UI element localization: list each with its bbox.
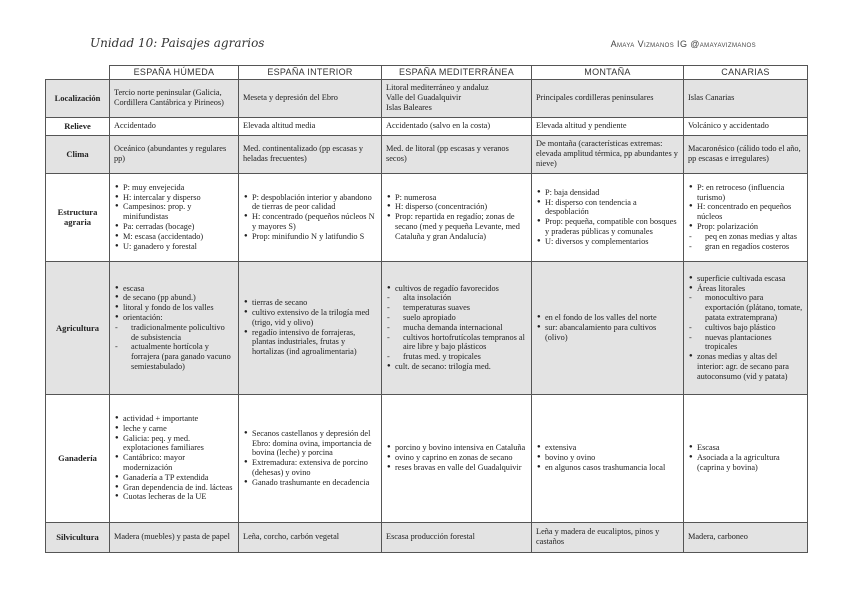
table-cell [239,394,382,522]
cell-text: Principales cordilleras peninsulares [536,93,654,103]
bullet-list [243,298,377,357]
bullet-item: ● en algunos casos trashumancia local [545,463,679,473]
bullet-item: ● cultivos de regadío favorecidos [395,284,527,294]
table-cell [684,522,808,552]
bullet-item: ● H: disperso con tendencia a despoblación [545,198,679,218]
column-header: ESPAÑA HÚMEDA [110,66,239,80]
bullet-item: ● M: escasa (accidentado) [123,232,234,242]
cell-text: Oceánico (abundantes y regulares pp) [114,144,227,164]
cell-text: Madera, carboneo [688,532,748,542]
table-cell [110,261,239,394]
bullet-item: ● Galicia: peq. y med. explotaciones familiares [123,434,234,454]
bullet-item: ● leche y carne [123,424,234,434]
cell-text: Madera (muebles) y pasta de papel [114,532,230,542]
bullet-item: ● U: diversos y complementarios [545,237,679,247]
table-cell [110,117,239,135]
row-header: Agricultura [46,261,110,394]
cell-text: Islas Baleares [386,103,432,112]
table-cell [110,522,239,552]
cell-text: Accidentado [114,121,156,131]
table-cell [532,394,684,522]
bullet-item: ● porcino y bovino intensiva en Cataluña [395,443,527,453]
corner-cell [46,66,110,80]
table-cell [110,394,239,522]
bullet-item: ● U: ganadero y forestal [123,242,234,252]
table-row [46,173,808,261]
bullet-item: ● P: muy envejecida [123,183,234,193]
bullet-item: ● P: baja densidad [545,188,679,198]
table-row [46,522,808,552]
table-cell [532,173,684,261]
table-cell [239,522,382,552]
bullet-list [536,443,679,472]
bullet-item: ● Cantábrico: mayor modernización [123,453,234,473]
sub-item: - mucha demanda internacional [395,323,527,333]
bullet-item: ● Prop: polarización [697,222,803,232]
table-cell [684,135,808,173]
cell-text: Meseta y depresión del Ebro [243,93,338,103]
author-credit: Amaya Vizmanos IG @amayavizmanos [610,39,756,49]
bullet-item: ● Pa: cerradas (bocage) [123,222,234,232]
bullet-list [536,188,679,247]
bullet-item: ● regadío intensivo de forrajeras, plantas industriales, frutas y hortalizas (ind agroalimentaria) [252,328,377,357]
bullet-item: ● Cuotas lecheras de la UE [123,492,234,502]
column-header: ESPAÑA INTERIOR [239,66,382,80]
bullet-item: ● extensiva [545,443,679,453]
table-cell [532,522,684,552]
column-header: MONTAÑA [532,66,684,80]
cell-text: Elevada altitud y pendiente [536,121,627,131]
bullet-list [243,193,377,242]
table-row [46,135,808,173]
cell-text: Litoral mediterráneo y andaluz [386,83,489,93]
bullet-item: ● H: disperso (concentración) [395,202,527,212]
bullet-item: ● cult. de secano: trilogía med. [395,362,527,372]
table-cell [532,79,684,117]
table-row [46,394,808,522]
row-header: Clima [46,135,110,173]
bullet-item: ● P: numerosa [395,193,527,203]
cell-text: Med. de litoral (pp escasas y veranos secos) [386,144,509,164]
bullet-list [688,443,803,472]
bullet-list [114,414,234,502]
table-cell [684,394,808,522]
bullet-item: ● litoral y fondo de los valles [123,303,234,313]
row-header: Relieve [46,117,110,135]
table-cell [684,173,808,261]
table-cell [684,117,808,135]
table-cell [239,117,382,135]
bullet-item: ● ovino y caprino en zonas de secano [395,453,527,463]
table-cell [382,135,532,173]
cell-text: Volcánico y accidentado [688,121,769,131]
row-header: Silvicultura [46,522,110,552]
sub-item: - peq en zonas medias y altas [697,232,803,242]
table-cell [110,135,239,173]
table-cell [382,522,532,552]
page-title: Unidad 10: Paisajes agrarios [90,36,265,50]
bullet-item: ● en el fondo de los valles del norte [545,313,679,323]
bullet-item: ● escasa [123,284,234,294]
bullet-item: ● bovino y ovino [545,453,679,463]
bullet-item: ● Prop: pequeña, compatible con bosques y praderas públicas y comunales [545,217,679,237]
table-cell [239,261,382,394]
table-cell [239,79,382,117]
header-row [46,66,808,80]
bullet-item: ● orientación: [123,313,234,323]
table-cell [239,173,382,261]
cell-text: Med. continentalizado (pp escasas y heladas frecuentes) [243,144,364,164]
sub-item: - alta insolación [395,293,527,303]
bullet-item: ● H: concentrado en pequeños núcleos [697,202,803,222]
bullet-list [386,193,527,242]
table-cell [532,135,684,173]
cell-text: Macaronésico (cálido todo el año, pp escasas e irregulares) [688,144,801,164]
sub-item: - cultivos hortofrutícolas tempranos al aire libre y bajo plásticos [395,333,527,353]
cell-text: De montaña (características extremas: elevada amplitud térmica, pp abundantes y nieve) [536,139,678,168]
row-header: Estructura agraria [46,173,110,261]
row-header: Localización [46,79,110,117]
bullet-list [386,284,527,372]
bullet-item: ● P: despoblación interior y abandono de tierras de peor calidad [252,193,377,213]
table-cell [532,261,684,394]
bullet-item: ● H: concentrado (pequeños núcleos N y mayores S) [252,212,377,232]
table-cell [382,117,532,135]
bullet-item: ● Gran dependencia de ind. lácteas [123,483,234,493]
cell-text: Valle del Guadalquivir [386,93,462,103]
table-cell [382,79,532,117]
bullet-item: ● cultivo extensivo de la trilogía med (trigo, vid y olivo) [252,308,377,328]
bullet-item: ● Ganadería a TP extendida [123,473,234,483]
sub-item: - actualmente hortícola y forrajera (para ganado vacuno semiestabulado) [123,342,234,371]
table-row [46,261,808,394]
bullet-list [114,183,234,251]
cell-text: Islas Canarias [688,93,735,103]
sub-item: - gran en regadíos costeros [697,242,803,252]
sub-item: - cultivos bajo plástico [697,323,803,333]
column-header: ESPAÑA MEDITERRÁNEA [382,66,532,80]
cell-text: Accidentado (salvo en la costa) [386,121,491,131]
cell-text: Leña, corcho, carbón vegetal [243,532,340,542]
bullet-item: ● Áreas litorales [697,284,803,294]
column-header: CANARIAS [684,66,808,80]
table-cell [684,79,808,117]
table-cell [110,79,239,117]
sub-item: - suelo apropiado [395,313,527,323]
bullet-list [688,183,803,251]
bullet-list [536,313,679,342]
sub-item: - frutas med. y tropicales [395,352,527,362]
bullet-item: ● H: intercalar y disperso [123,193,234,203]
bullet-item: ● Secanos castellanos y depresión del Ebro: domina ovina, importancia de bovina (leche) y porcina [252,429,377,458]
cell-text: Leña y madera de eucaliptos, pinos y castaños [536,527,660,547]
table-cell [110,173,239,261]
table-cell [239,135,382,173]
bullet-list [688,274,803,382]
bullet-item: ● Prop: repartida en regadío; zonas de secano (med y pequeña Levante, med Cataluña y gran Andalucía) [395,212,527,241]
sub-item: - nuevas plantaciones tropicales [697,333,803,353]
bullet-item: ● superficie cultivada escasa [697,274,803,284]
sub-item: - temperaturas suaves [395,303,527,313]
bullet-item: ● zonas medias y altas del interior: agr. de secano para autoconsumo (vid y patata) [697,352,803,381]
bullet-list [114,284,234,372]
cell-text: Elevada altitud media [243,121,316,131]
bullet-item: ● Asociada a la agricultura (caprina y bovina) [697,453,803,473]
cell-text: Escasa producción forestal [386,532,475,542]
table-cell [382,261,532,394]
table-row [46,117,808,135]
table-cell [382,173,532,261]
bullet-item: ● Campesinos: prop. y minifundistas [123,202,234,222]
summary-table [45,65,808,553]
bullet-item: ● Extremadura: extensiva de porcino (dehesas) y ovino [252,458,377,478]
bullet-item: ● sur: abancalamiento para cultivos (olivo) [545,323,679,343]
bullet-item: ● actividad + importante [123,414,234,424]
sub-item: - monocultivo para exportación (plátano, tomate, patata extratemprana) [697,293,803,322]
bullet-item: ● P: en retroceso (influencia turismo) [697,183,803,203]
table-cell [382,394,532,522]
sub-item: - tradicionalmente policultivo de subsistencia [123,323,234,343]
table-cell [532,117,684,135]
bullet-item: ● de secano (pp abund.) [123,293,234,303]
bullet-item: ● Escasa [697,443,803,453]
bullet-list [386,443,527,472]
bullet-list [243,429,377,488]
row-header: Ganadería [46,394,110,522]
table-row [46,79,808,117]
bullet-item: ● reses bravas en valle del Guadalquivir [395,463,527,473]
bullet-item: ● Prop: minifundio N y latifundio S [252,232,377,242]
cell-text: Tercio norte peninsular (Galicia, Cordillera Cantábrica y Pirineos) [114,88,224,108]
bullet-item: ● tierras de secano [252,298,377,308]
table-cell [684,261,808,394]
bullet-item: ● Ganado trashumante en decadencia [252,478,377,488]
